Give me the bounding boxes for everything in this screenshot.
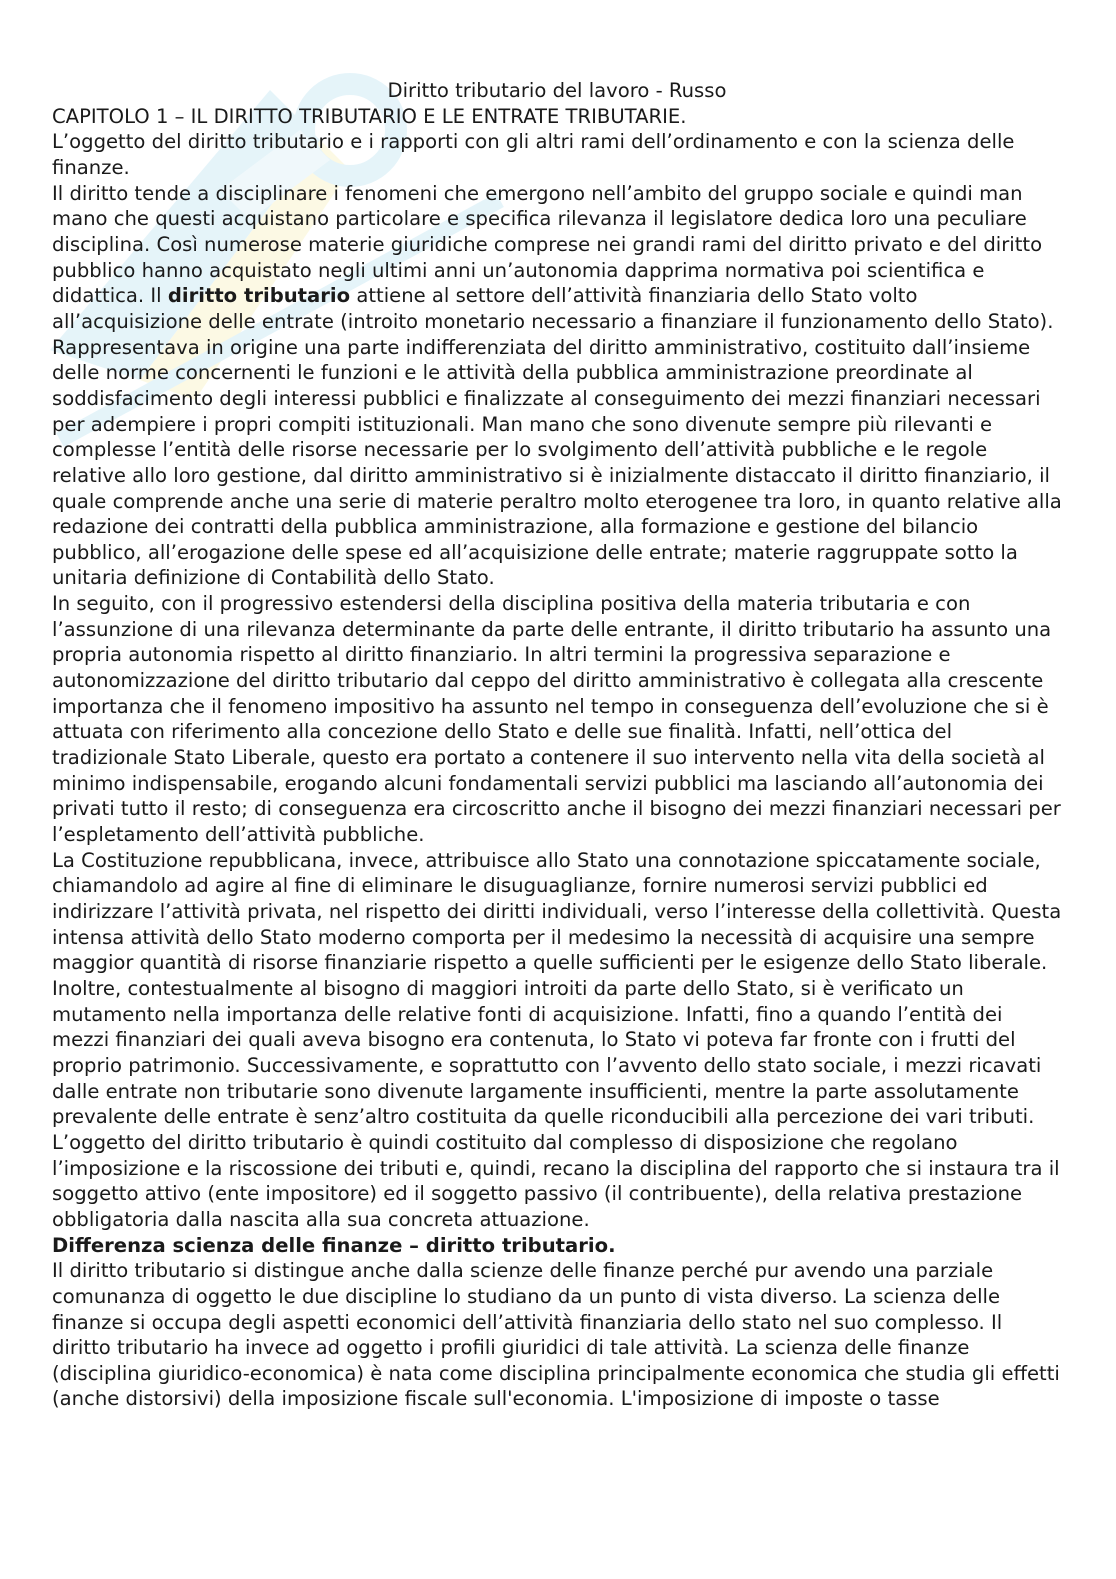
paragraph-2: In seguito, con il progressivo estendersi della disciplina positiva della materia tributaria e con l’assunzione di una rilevanza determinante da parte delle entrante, il diritto tributario ha assunto una propria autonomia rispetto al diritto finanziario. In altri termini la progressiva separazione e autonomizzazione del diritto tributario dal ceppo del diritto amministrativo è collegata alla crescente importanza che il fenomeno impositivo ha assunto nel tempo in conseguenza dell’evoluzione che si è attuata con riferimento alla concezione dello Stato e delle sue finalità. Infatti, nell’ottica del tradizionale Stato Liberale, questo era portato a contenere il suo intervento nella vita della società al minimo indispensabile, erogando alcuni fondamentali servizi pubblici ma lasciando all’autonomia dei privati tutto il resto; di conseguenza era circoscritto anche il bisogno dei mezzi finanziari necessari per l’espletamento dell’attività pubbliche. — [52, 592, 1061, 847]
paragraph-1-text-b: attiene al settore dell’attività finanziaria dello Stato volto all’acquisizione delle entrate (introito monetario necessario a finanziare il funzionamento dello Stato). Rappresentava in origine una parte indifferenziata del diritto amministrativo, costituito dall’insieme delle norme concernenti le funzioni e le attività della pubblica amministrazione preordinate al soddisfacimento degli interessi pubblici e finalizzate al conseguimento dei mezzi finanziari necessari per adempiere i propri compiti istituzionali. Man mano che sono divenute sempre più rilevanti e complesse l’entità delle risorse necessarie per lo svolgimento dell’attività pubbliche e le regole relative allo loro gestione, dal diritto amministrativo si è inizialmente distaccato il diritto finanziario, il quale comprende anche una serie di materie peraltro molto eterogenee tra loro, in quanto relative alla redazione dei contratti della pubblica amministrazione, alla formazione e gestione del bilancio pubblico, all’erogazione delle spese ed all’acquisizione delle entrate; materie raggruppate sotto la unitaria definizione di Contabilità dello Stato. — [52, 284, 1062, 590]
paragraph-1-text-a: Il diritto tende a disciplinare i fenomeni che emergono nell’ambito del gruppo sociale e quindi man mano che questi acquistano particolare e specifica rilevanza il legislatore dedica loro una peculiare disciplina. Così numerose materie giuridiche comprese nei grandi rami del diritto privato e del diritto pubblico hanno acquistato negli ultimi anni un’autonomia dapprima normativa poi scientifica e didattica. Il — [52, 181, 1043, 308]
paragraph-4: L’oggetto del diritto tributario è quindi costituito dal complesso di disposizione che regolano l’imposizione e la riscossione dei tributi e, quindi, recano la disciplina del rapporto che si instaura tra il soggetto attivo (ente impositore) ed il soggetto passivo (il contribuente), della relativa prestazione obbligatoria dalla nascita alla sua concreta attuazione. — [52, 1130, 1060, 1231]
subheading-difference: Differenza scienza delle finanze – diritto tributario. — [52, 1233, 616, 1257]
document-title: Diritto tributario del lavoro - Russo — [387, 79, 727, 102]
document-page — [52, 78, 1062, 1412]
paragraph-1 — [52, 181, 1062, 592]
chapter-heading: CAPITOLO 1 – IL DIRITTO TRIBUTARIO E LE ENTRATE TRIBUTARIE. — [52, 104, 687, 128]
section-heading: L’oggetto del diritto tributario e i rapporti con gli altri rami dell’ordinamento e con la scienza delle finanze. — [52, 130, 1015, 179]
paragraph-5: Il diritto tributario si distingue anche dalla scienze delle finanze perché pur avendo una parziale comunanza di oggetto le due discipline lo studiano da un punto di vista diverso. La scienza delle finanze si occupa degli aspetti economici dell’attività finanziaria dello stato nel suo complesso. Il diritto tributario ha invece ad oggetto i profili giuridici di tale attività. La scienza delle finanze (disciplina giuridico-economica) è nata come disciplina principalmente economica che studia gli effetti (anche distorsivi) della imposizione fiscale sull'economia. L'imposizione di imposte o tasse — [52, 1259, 1060, 1411]
paragraph-3: La Costituzione repubblicana, invece, attribuisce allo Stato una connotazione spiccatamente sociale, chiamandolo ad agire al fine di eliminare le disuguaglianze, fornire numerosi servizi pubblici ed indirizzare l’attività privata, nel rispetto dei diritti individuali, verso l’interesse della collettività. Questa intensa attività dello Stato moderno comporta per il medesimo la necessità di acquisire una sempre maggior quantità di risorse finanziarie rispetto a quelle sufficienti per le esigenze dello Stato liberale. Inoltre, contestualmente al bisogno di maggiori introiti da parte dello Stato, si è verificato un mutamento nella importanza delle relative fonti di acquisizione. Infatti, fino a quando l’entità dei mezzi finanziari dei quali aveva bisogno era contenuta, lo Stato vi poteva far fronte con i frutti del proprio patrimonio. Successivamente, e soprattutto con l’avvento dello stato sociale, i mezzi ricavati dalle entrate non tributarie sono divenute largamente insufficienti, mentre la parte assolutamente prevalente delle entrate è senz’altro costituita da quelle riconducibili alla percezione dei vari tributi. — [52, 848, 1062, 1129]
paragraph-1-bold-term: diritto tributario — [167, 284, 351, 308]
